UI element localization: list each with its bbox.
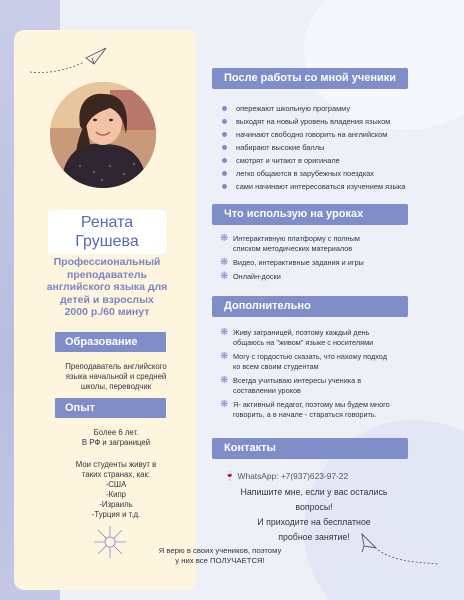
results-heading: После работы со мной ученики xyxy=(212,68,408,89)
quote-text xyxy=(120,546,320,566)
students-text xyxy=(40,460,192,520)
country-item: -США xyxy=(105,480,127,489)
list-item: набирают высокие баллы xyxy=(222,141,405,154)
whatsapp-contact[interactable] xyxy=(216,470,412,482)
dot-icon xyxy=(222,119,227,124)
profession-line: детей и взрослых xyxy=(60,293,154,306)
dot-icon xyxy=(222,171,227,176)
profession-line: английского языка для xyxy=(46,281,168,293)
experience-line: В РФ и заграницей xyxy=(81,438,151,447)
education-line: школы, переводчик xyxy=(80,382,152,391)
contacts-line: вопросы! xyxy=(295,502,333,512)
students-line: таких странах, как: xyxy=(81,470,151,479)
flower-icon: ❋ xyxy=(220,257,229,268)
dot-icon xyxy=(222,132,227,137)
experience-line: Более 6 лет. xyxy=(93,428,139,437)
list-item: легко общаются в зарубежных поездках xyxy=(222,167,405,180)
country-item: -Израиль xyxy=(99,500,133,509)
flower-icon: ❋ xyxy=(220,375,229,386)
flower-icon: ❋ xyxy=(220,271,229,282)
last-name: Грушева xyxy=(75,233,139,250)
list-item: ❋ Интерактивную платформу с полным списком методических материалов xyxy=(220,233,360,253)
profession-line: преподаватель xyxy=(67,268,147,281)
dot-icon xyxy=(222,106,227,111)
contacts-block xyxy=(216,470,412,545)
contacts-line: Напишите мне, если у вас остались xyxy=(240,487,388,497)
paper-plane-icon xyxy=(28,44,108,76)
price-line: 2000 р./60 минут xyxy=(64,306,150,318)
list-item: ❋ Онлайн-доски xyxy=(220,271,281,282)
dot-icon xyxy=(222,158,227,163)
extra-heading: Дополнительно xyxy=(212,296,408,317)
list-item: сами начинают интересоваться изучением языка xyxy=(222,180,405,193)
quote-line: Я верю в своих учеников, поэтому xyxy=(158,546,282,555)
country-item: -Кипр xyxy=(105,490,127,499)
education-heading: Образование xyxy=(55,332,166,352)
experience-heading: Опыт xyxy=(55,398,166,418)
profession-text xyxy=(36,256,178,319)
flower-icon: ❋ xyxy=(220,399,229,410)
list-item: ❋ Видео, интерактивные задания и игры xyxy=(220,257,364,268)
flower-icon: ❋ xyxy=(220,327,229,338)
list-item: начинают свободно говорить на английском xyxy=(222,128,405,141)
list-item: опережают школьную программу xyxy=(222,102,405,115)
list-item: ❋ Всегда учитываю интересы ученика в составлении уроков xyxy=(220,375,362,395)
profession-line: Профессиональный xyxy=(53,256,161,268)
education-line: Преподаватель английского xyxy=(65,362,167,371)
first-name: Рената xyxy=(80,214,134,231)
dot-icon xyxy=(222,184,227,189)
contacts-text xyxy=(216,485,412,545)
name-box xyxy=(48,210,166,254)
portrait-image xyxy=(50,82,156,188)
contacts-heading: Контакты xyxy=(212,438,408,459)
tools-list xyxy=(220,234,364,286)
quote-line: у них все ПОЛУЧАЕТСЯ! xyxy=(175,556,265,565)
list-item: ❋ Могу с гордостью сказать, что нахожу подход ко всем своим студентам xyxy=(220,351,387,371)
list-item: ❋ Я- активный педагог, поэтому мы будем много говорить, а в начале - стараться говорить. xyxy=(220,399,390,419)
results-list xyxy=(222,102,405,193)
whatsapp-icon: 🍷 xyxy=(224,471,236,481)
contacts-line: пробное занятие! xyxy=(278,532,350,542)
education-text xyxy=(40,362,192,392)
experience-text xyxy=(40,428,192,448)
extra-list xyxy=(220,328,390,424)
dot-icon xyxy=(222,145,227,150)
list-item: выходят на новый уровень владения языком xyxy=(222,115,405,128)
flower-icon: ❋ xyxy=(220,351,229,362)
flower-icon: ❋ xyxy=(220,233,229,244)
tools-heading: Что использую на уроках xyxy=(212,204,408,225)
contacts-line: И приходите на бесплатное xyxy=(257,517,371,527)
country-item: -Турция и т.д. xyxy=(91,510,141,519)
whatsapp-number: WhatsApp: +7(937)623-97-22 xyxy=(237,471,349,481)
list-item: ❋ Живу заграницей, поэтому каждый день общаюсь на "живом" языке с носителями xyxy=(220,327,374,347)
list-item: смотрят и читают в оригинале xyxy=(222,154,405,167)
education-line: языка начальной и средней xyxy=(65,372,167,381)
students-line: Мои студенты живут в xyxy=(75,460,157,469)
profile-photo xyxy=(50,82,156,188)
